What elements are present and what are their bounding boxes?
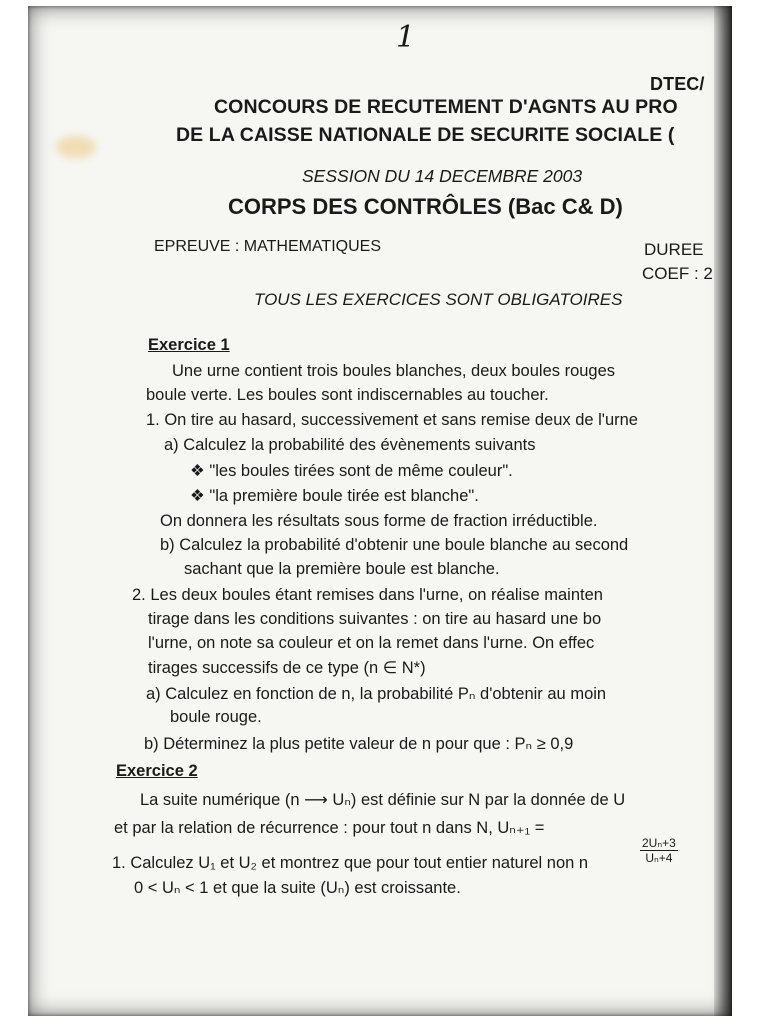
session-date: SESSION DU 14 DECEMBRE 2003 [302, 166, 583, 186]
exercise1-q1a: a) Calculez la probabilité des évènements suivants [164, 436, 536, 454]
page-number: 1 [396, 20, 416, 55]
exercise1-intro2: boule verte. Les boules sont indiscernables au toucher. [146, 386, 549, 404]
bullet-item [190, 486, 479, 506]
exercise2-title: Exercice 2 [116, 762, 198, 780]
header-code: DTEC/ [650, 74, 705, 94]
instruction: TOUS LES EXERCICES SONT OBLIGATOIRES [254, 290, 623, 309]
epreuve: EPREUVE : MATHEMATIQUES [154, 238, 381, 255]
exercise1-note: On donnera les résultats sous forme de fraction irréductible. [160, 512, 598, 530]
fraction-numerator: 2Uₙ+3 [642, 836, 676, 850]
paper-stain [56, 136, 96, 158]
scan-edge-shadow [714, 6, 732, 1016]
duree: DUREE [644, 240, 704, 259]
recurrence-fraction [640, 836, 678, 865]
corps-title: CORPS DES CONTRÔLES (Bac C& D) [228, 194, 623, 219]
fraction-denominator: Uₙ+4 [645, 851, 673, 865]
diamond-bullet-icon: ❖ [190, 462, 210, 480]
exercise1-q2-line3: l'urne, on note sa couleur et on la remet dans l'urne. On effec [148, 634, 595, 652]
bullet1-text: "les boules tirées sont de même couleur". [209, 462, 513, 480]
header-line1: CONCOURS DE RECUTEMENT D'AGNTS AU PRO [214, 96, 678, 118]
exercise1-title: Exercice 1 [148, 336, 230, 354]
exercise2-line2: et par la relation de récurrence : pour tout n dans N, Uₙ₊₁ = [114, 819, 545, 837]
scanned-page [28, 6, 732, 1016]
exercise2-q1-line1: 1. Calculez U₁ et U₂ et montrez que pour tout entier naturel non n [112, 854, 589, 872]
exercise2-q1-line2: 0 < Uₙ < 1 et que la suite (Uₙ) est croissante. [134, 879, 461, 897]
exercise1-q2a-line1: a) Calculez en fonction de n, la probabilité Pₙ d'obtenir au moin [146, 685, 607, 703]
exercise1-q1: 1. On tire au hasard, successivement et sans remise deux de l'urne [146, 411, 638, 429]
exercise1-q1b-line2: sachant que la première boule est blanche. [184, 560, 500, 578]
coef: COEF : 2 [642, 264, 713, 283]
exercise1-q2-line1: 2. Les deux boules étant remises dans l'urne, on réalise mainten [132, 586, 603, 604]
exercise1-intro1: Une urne contient trois boules blanches, deux boules rouges [172, 362, 616, 380]
bullet2-text: "la première boule tirée est blanche". [209, 487, 479, 505]
exercise1-q2a-line2: boule rouge. [170, 708, 262, 726]
header-line2: DE LA CAISSE NATIONALE DE SECURITE SOCIALE ( [176, 124, 675, 146]
exercise2-line1: La suite numérique (n ⟶ Uₙ) est définie sur N par la donnée de U [140, 791, 626, 809]
exercise1-q1b-line1: b) Calculez la probabilité d'obtenir une boule blanche au second [160, 536, 629, 554]
exercise1-q2-line4: tirages successifs de ce type (n ∈ N*) [148, 659, 426, 677]
exercise1-q2-line2: tirage dans les conditions suivantes : on tire au hasard une bo [148, 610, 602, 628]
bullet-item [190, 461, 513, 481]
diamond-bullet-icon: ❖ [190, 487, 210, 505]
exercise1-q2b: b) Déterminez la plus petite valeur de n pour que : Pₙ ≥ 0,9 [144, 735, 574, 753]
